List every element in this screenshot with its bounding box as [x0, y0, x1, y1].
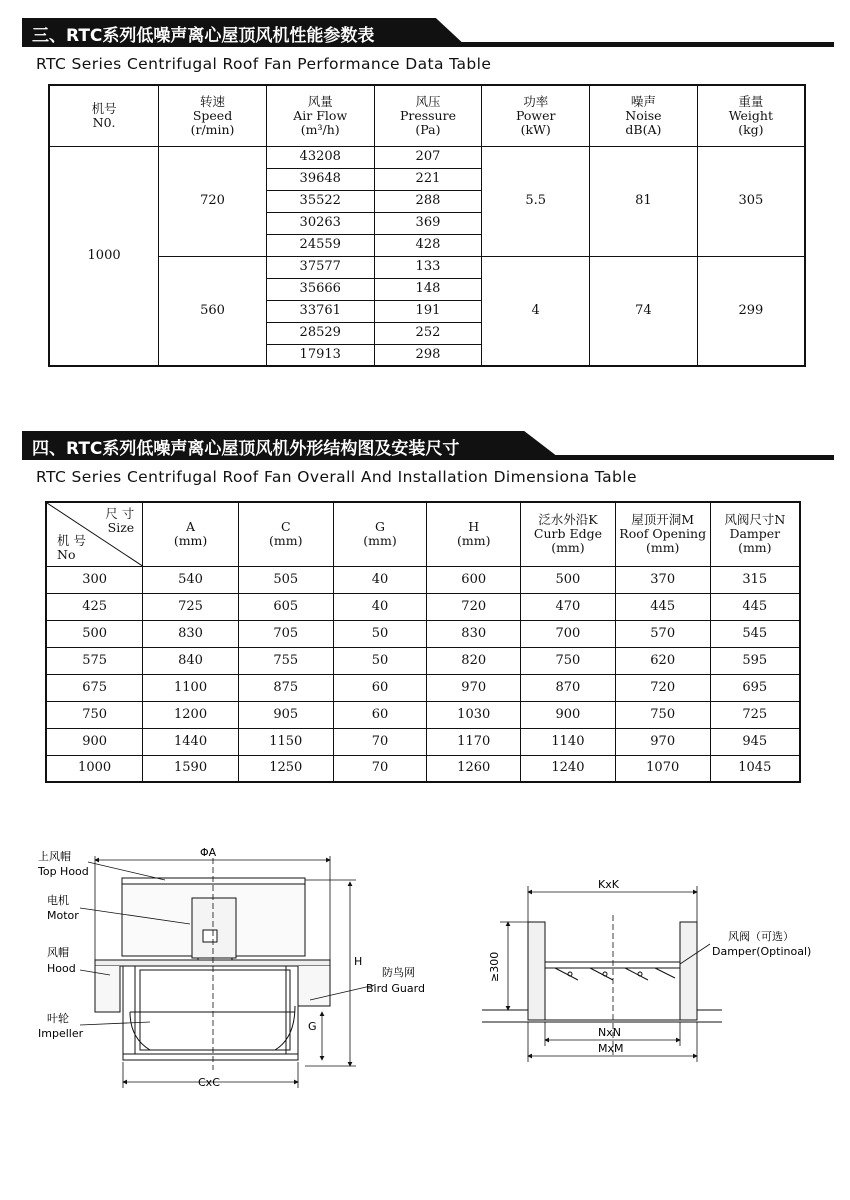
model-cell: 1000 — [49, 146, 159, 366]
damper-cell: 695 — [710, 674, 800, 701]
dim-mxm: MxM — [598, 1042, 624, 1055]
c-cell: 505 — [238, 566, 333, 593]
c-cell: 1150 — [238, 728, 333, 755]
airflow-cell: 35666 — [266, 278, 374, 300]
h-cell: 830 — [427, 620, 521, 647]
label-motor-cn: 电机 — [47, 894, 69, 907]
noise-cell: 81 — [590, 146, 698, 256]
c-cell: 875 — [238, 674, 333, 701]
section2-header-bar — [22, 431, 834, 460]
no-cell: 575 — [46, 647, 143, 674]
performance-header-row — [49, 85, 805, 146]
dim-h: H — [354, 955, 363, 968]
a-cell: 1200 — [143, 701, 239, 728]
power-cell: 4 — [482, 256, 590, 366]
dim-phi-a: ΦA — [200, 846, 217, 859]
h-cell: 600 — [427, 566, 521, 593]
no-cell: 900 — [46, 728, 143, 755]
performance-table — [48, 84, 806, 367]
no-cell: 425 — [46, 593, 143, 620]
a-cell: 1440 — [143, 728, 239, 755]
roof-opening-cell: 570 — [615, 620, 710, 647]
dimension-row — [46, 566, 800, 593]
fan-elevation-drawing — [95, 858, 330, 1070]
curb-edge-cell: 750 — [521, 647, 616, 674]
no-cell: 675 — [46, 674, 143, 701]
airflow-cell: 35522 — [266, 190, 374, 212]
airflow-cell: 30263 — [266, 212, 374, 234]
airflow-cell: 28529 — [266, 322, 374, 344]
header-h: H (mm) — [427, 502, 521, 566]
speed-cell: 720 — [159, 146, 267, 256]
header-pressure: 风压 Pressure (Pa) — [374, 85, 482, 146]
damper-cell: 315 — [710, 566, 800, 593]
pressure-cell: 428 — [374, 234, 482, 256]
roof-opening-cell: 620 — [615, 647, 710, 674]
label-damper-cn: 风阀（可选） — [728, 930, 794, 943]
corner-no-en: No — [57, 546, 76, 562]
corner-no-cn: 机 号 — [57, 532, 86, 548]
damper-cell: 725 — [710, 701, 800, 728]
damper-cell: 445 — [710, 593, 800, 620]
weight-cell: 305 — [697, 146, 805, 256]
section1-subtitle: RTC Series Centrifugal Roof Fan Performance Data Table — [36, 55, 492, 73]
header-g: G (mm) — [333, 502, 427, 566]
header-speed: 转速 Speed (r/min) — [159, 85, 267, 146]
a-cell: 1100 — [143, 674, 239, 701]
header-a: A (mm) — [143, 502, 239, 566]
no-cell: 500 — [46, 620, 143, 647]
label-top-hood-cn: 上风帽 — [38, 850, 71, 863]
dimension-header-row — [46, 502, 800, 566]
g-cell: 60 — [333, 674, 427, 701]
pressure-cell: 148 — [374, 278, 482, 300]
section2-subtitle: RTC Series Centrifugal Roof Fan Overall And Installation Dimensiona Table — [36, 468, 637, 486]
c-cell: 705 — [238, 620, 333, 647]
roof-opening-cell: 720 — [615, 674, 710, 701]
pressure-cell: 221 — [374, 168, 482, 190]
dimension-row — [46, 593, 800, 620]
h-cell: 720 — [427, 593, 521, 620]
curb-edge-cell: 870 — [521, 674, 616, 701]
roof-opening-cell: 750 — [615, 701, 710, 728]
pressure-cell: 133 — [374, 256, 482, 278]
label-top-hood-en: Top Hood — [38, 865, 89, 878]
roof-opening-cell: 445 — [615, 593, 710, 620]
pressure-cell: 288 — [374, 190, 482, 212]
curb-edge-cell: 500 — [521, 566, 616, 593]
no-cell: 300 — [46, 566, 143, 593]
airflow-cell: 33761 — [266, 300, 374, 322]
dimension-row — [46, 674, 800, 701]
a-cell: 1590 — [143, 755, 239, 782]
power-cell: 5.5 — [482, 146, 590, 256]
noise-cell: 74 — [590, 256, 698, 366]
damper-cell: 945 — [710, 728, 800, 755]
dimension-table — [45, 501, 801, 783]
dim-kxk: KxK — [598, 878, 619, 891]
pressure-cell: 252 — [374, 322, 482, 344]
header-roof-opening: 屋顶开洞M Roof Opening (mm) — [615, 502, 710, 566]
header-power: 功率 Power (kW) — [482, 85, 590, 146]
header-noise: 噪声 Noise dB(A) — [590, 85, 698, 146]
label-bird-guard-cn: 防鸟网 — [382, 966, 415, 979]
dim-g: G — [308, 1020, 317, 1033]
header-airflow: 风量 Air Flow (m³/h) — [266, 85, 374, 146]
dimension-row — [46, 647, 800, 674]
airflow-cell: 17913 — [266, 344, 374, 366]
no-cell: 750 — [46, 701, 143, 728]
damper-cell: 1045 — [710, 755, 800, 782]
a-cell: 540 — [143, 566, 239, 593]
c-cell: 605 — [238, 593, 333, 620]
c-cell: 905 — [238, 701, 333, 728]
dim-min-300: ≥300 — [488, 951, 501, 982]
roof-opening-cell: 970 — [615, 728, 710, 755]
pressure-cell: 298 — [374, 344, 482, 366]
h-cell: 820 — [427, 647, 521, 674]
dimension-row — [46, 728, 800, 755]
speed-cell: 560 — [159, 256, 267, 366]
g-cell: 70 — [333, 728, 427, 755]
curb-edge-cell: 700 — [521, 620, 616, 647]
damper-cell: 545 — [710, 620, 800, 647]
label-motor-en: Motor — [47, 909, 79, 922]
dimension-row — [46, 755, 800, 782]
roof-opening-cell: 370 — [615, 566, 710, 593]
h-cell: 1030 — [427, 701, 521, 728]
label-impeller-cn: 叶轮 — [47, 1012, 69, 1025]
curb-edge-cell: 1140 — [521, 728, 616, 755]
a-cell: 830 — [143, 620, 239, 647]
g-cell: 70 — [333, 755, 427, 782]
curb-edge-cell: 900 — [521, 701, 616, 728]
a-cell: 725 — [143, 593, 239, 620]
performance-row — [49, 256, 805, 278]
pressure-cell: 191 — [374, 300, 482, 322]
h-cell: 970 — [427, 674, 521, 701]
pressure-cell: 207 — [374, 146, 482, 168]
g-cell: 40 — [333, 566, 427, 593]
label-bird-guard-en: Bird Guard — [366, 982, 425, 995]
section2-title: 四、RTC系列低噪声离心屋顶风机外形结构图及安装尺寸 — [32, 439, 460, 459]
airflow-cell: 43208 — [266, 146, 374, 168]
installation-drawing — [0, 820, 850, 1120]
airflow-cell: 37577 — [266, 256, 374, 278]
g-cell: 40 — [333, 593, 427, 620]
dimension-row — [46, 620, 800, 647]
h-cell: 1170 — [427, 728, 521, 755]
no-cell: 1000 — [46, 755, 143, 782]
label-damper-en: Damper(Optinoal) — [712, 945, 812, 958]
header-damper: 风阀尺寸N Damper (mm) — [710, 502, 800, 566]
pressure-cell: 369 — [374, 212, 482, 234]
header-no: 机号 N0. — [49, 85, 159, 146]
header-weight: 重量 Weight (kg) — [697, 85, 805, 146]
h-cell: 1260 — [427, 755, 521, 782]
airflow-cell: 24559 — [266, 234, 374, 256]
corner-header — [46, 502, 143, 566]
g-cell: 50 — [333, 620, 427, 647]
label-impeller-en: Impeller — [38, 1027, 84, 1040]
damper-cell: 595 — [710, 647, 800, 674]
dim-nxn: NxN — [598, 1026, 621, 1039]
curb-edge-cell: 470 — [521, 593, 616, 620]
corner-size-en: Size — [107, 520, 135, 535]
label-hood-cn: 风帽 — [47, 946, 69, 959]
dim-cxc: CxC — [198, 1076, 220, 1089]
section1-header-bar — [22, 18, 834, 47]
curb-edge-cell: 1240 — [521, 755, 616, 782]
weight-cell: 299 — [697, 256, 805, 366]
section1-title: 三、RTC系列低噪声离心屋顶风机性能参数表 — [32, 26, 375, 46]
header-c: C (mm) — [238, 502, 333, 566]
corner-size-cn: 尺 寸 — [105, 506, 135, 521]
c-cell: 755 — [238, 647, 333, 674]
g-cell: 60 — [333, 701, 427, 728]
airflow-cell: 39648 — [266, 168, 374, 190]
a-cell: 840 — [143, 647, 239, 674]
c-cell: 1250 — [238, 755, 333, 782]
dimension-row — [46, 701, 800, 728]
label-hood-en: Hood — [47, 962, 76, 975]
roof-opening-cell: 1070 — [615, 755, 710, 782]
performance-row — [49, 146, 805, 168]
g-cell: 50 — [333, 647, 427, 674]
header-curb-edge: 泛水外沿K Curb Edge (mm) — [521, 502, 616, 566]
